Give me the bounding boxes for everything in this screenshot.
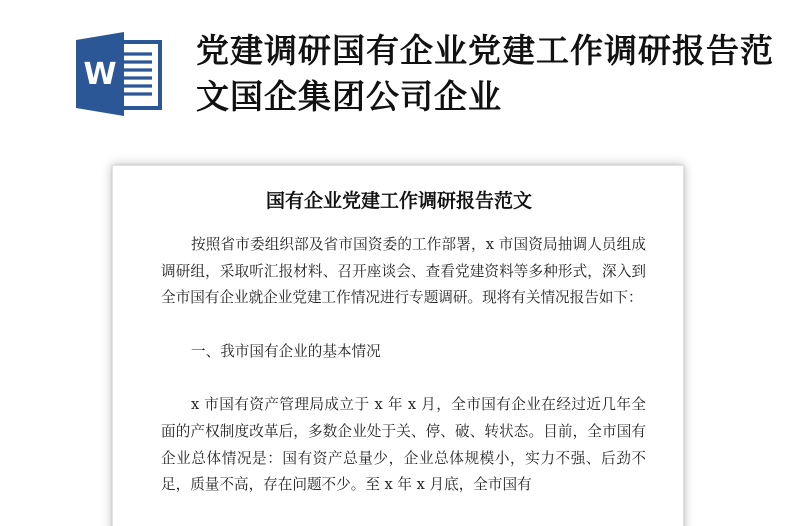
word-icon (76, 32, 164, 116)
page-title: 党建调研国有企业党建工作调研报告范文国企集团公司企业 (196, 31, 774, 116)
section-heading: 一、我市国有企业的基本情况 (191, 342, 381, 360)
paragraph-basic-situation: x 市国有资产管理局成立于 x 年 x 月，全市国有企业在经过近几年全面的产权制度改革后，多数企业处于关、停、破、转状态。目前，全市国有企业总体情况是：国有资产总量少，企业总体规模小，实力不强、后劲不足，质量不高，存在问题不少。至 x 年 x 月底，全市国有 (161, 396, 646, 494)
paragraph-intro: 按照省市委组织部及省市国资委的工作部署，x 市国资局抽调人员组成调研组，采取听汇报材料、召开座谈会、查看党建资料等多种形式，深入到全市国有企业就企业党建工作情况进行专题调研。现将有关情况报告如下： (161, 236, 646, 307)
word-icon-letter: W (83, 57, 117, 92)
header (0, 0, 800, 150)
document-body (161, 232, 646, 499)
document-sheet (112, 165, 684, 526)
document-title: 国有企业党建工作调研报告范文 (265, 190, 532, 212)
